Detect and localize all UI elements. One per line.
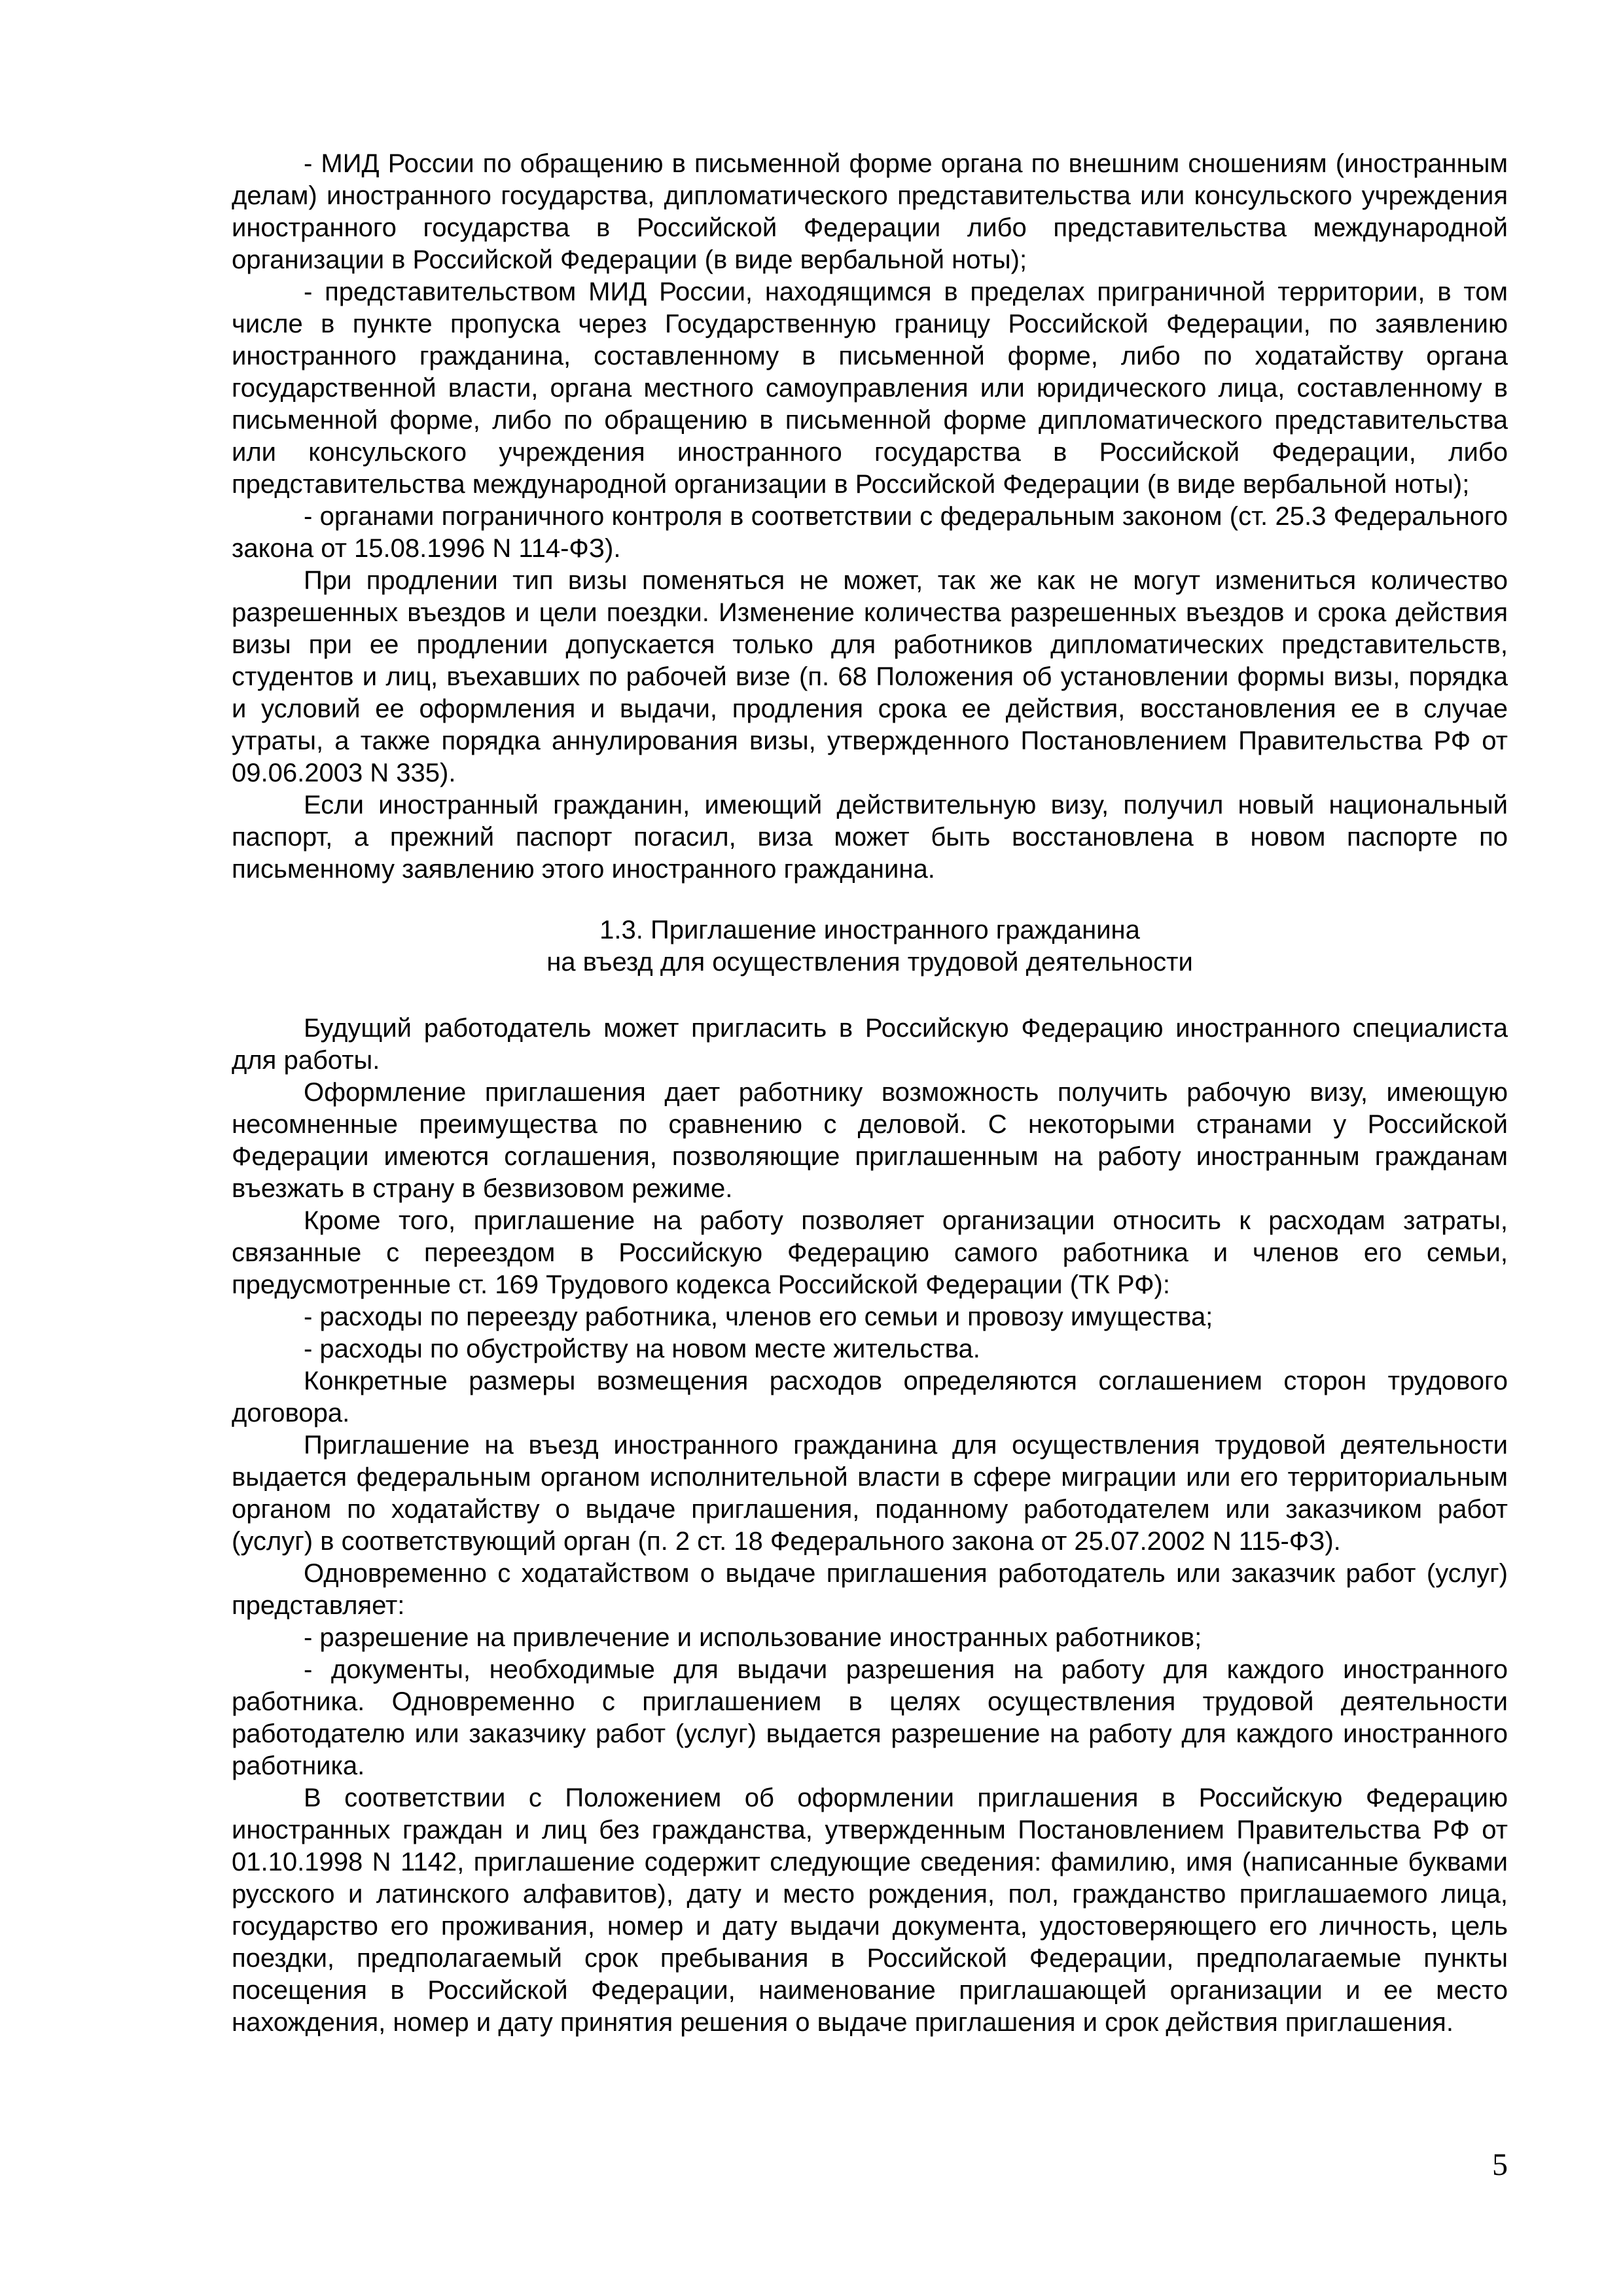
paragraph-future-employer: Будущий работодатель может пригласить в Российскую Федерацию иностранного специалиста для работы.	[232, 1014, 1508, 1075]
paragraph-invitation-issuance: Приглашение на въезд иностранного гражданина для осуществления трудовой деятельности выдается федеральным органом исполнительной власти в сфере миграции или его территориальным органом по ходатайству о выдаче приглашения, поданному работодателем или заказчиком работ (услуг) в соответствующий орган (п. 2 ст. 18 Федерального закона от 25.07.2002 N 115-ФЗ).	[232, 1431, 1508, 1556]
page-number: 5	[1492, 2147, 1508, 2182]
paragraph-invitation-benefits: Оформление приглашения дает работнику возможность получить рабочую визу, имеющую несомненные преимущества по сравнению с деловой. С некоторыми странами у Российской Федерации имеются соглашения, позволяющие приглашенным на работу иностранным гражданам въезжать в страну в безвизовом режиме.	[232, 1078, 1508, 1203]
paragraph-relocation-costs: Кроме того, приглашение на работу позволяет организации относить к расходам затраты, связанные с переездом в Российскую Федерацию самого работника и членов его семьи, предусмотренные ст. 169 Трудового кодекса Российской Федерации (ТК РФ):	[232, 1206, 1508, 1299]
paragraph-border-control: - органами пограничного контроля в соответствии с федеральным законом (ст. 25.3 Федерального закона от 15.08.1996 N 114-ФЗ).	[232, 502, 1508, 563]
document-page	[232, 148, 1508, 2039]
section-heading-line-2: на въезд для осуществления трудовой деятельности	[546, 948, 1193, 977]
paragraph-visa-extension: При продлении тип визы поменяться не может, так же как не могут измениться количество разрешенных въездов и цели поездки. Изменение количества разрешенных въездов и срока действия визы при ее продлении допускается только для работников дипломатических представительств, студентов и лиц, въехавших по рабочей визе (п. 68 Положения об установлении формы визы, порядка и условий ее оформления и выдачи, продления срока ее действия, восстановления ее в случае утраты, а также порядка аннулирования визы, утвержденного Постановлением Правительства РФ от 09.06.2003 N 335).	[232, 566, 1508, 787]
list-item-permit: - разрешение на привлечение и использование иностранных работников;	[304, 1623, 1202, 1652]
paragraph-new-passport: Если иностранный гражданин, имеющий действительную визу, получил новый национальный паспорт, а прежний паспорт погасил, виза может быть восстановлена в новом паспорте по письменному заявлению этого иностранного гражданина.	[232, 791, 1508, 884]
paragraph-compensation-amounts: Конкретные размеры возмещения расходов определяются соглашением сторон трудового договора.	[232, 1367, 1508, 1427]
paragraph-petition-documents: Одновременно с ходатайством о выдаче приглашения работодатель или заказчик работ (услуг) представляет:	[232, 1559, 1508, 1620]
section-heading-line-1: 1.3. Приглашение иностранного гражданина	[599, 916, 1140, 944]
paragraph-invitation-contents: В соответствии с Положением об оформлении приглашения в Российскую Федерацию иностранных граждан и лиц без гражданства, утвержденным Постановлением Правительства РФ от 01.10.1998 N 1142, приглашение содержит следующие сведения: фамилию, имя (написанные буквами русского и латинского алфавитов), дату и место рождения, пол, гражданство приглашаемого лица, государство его проживания, номер и дату выдачи документа, удостоверяющего его личность, цель поездки, предполагаемый срок пребывания в Российской Федерации, предполагаемые пункты посещения в Российской Федерации, наименование приглашающей организации и ее место нахождения, номер и дату принятия решения о выдаче приглашения и срок действия приглашения.	[232, 1784, 1508, 2037]
paragraph-mid-appeal: - МИД России по обращению в письменной форме органа по внешним сношениям (иностранным делам) иностранного государства, дипломатического представительства или консульского учреждения иностранного государства в Российской Федерации либо представительства международной организации в Российской Федерации (в виде вербальной ноты);	[232, 149, 1508, 274]
section-heading	[232, 914, 1508, 978]
list-item-settling-expenses: - расходы по обустройству на новом месте жительства.	[304, 1335, 980, 1363]
list-item-moving-expenses: - расходы по переезду работника, членов его семьи и провозу имущества;	[304, 1302, 1213, 1331]
list-item-work-documents: - документы, необходимые для выдачи разрешения на работу для каждого иностранного работника. Одновременно с приглашением в целях осуществления трудовой деятельности работодателю или заказчику работ (услуг) выдается разрешение на работу для каждого иностранного работника.	[232, 1655, 1508, 1780]
paragraph-mid-representation: - представительством МИД России, находящимся в пределах приграничной территории, в том числе в пункте пропуска через Государственную границу Российской Федерации, по заявлению иностранного гражданина, составленному в письменной форме, либо по ходатайству органа государственной власти, органа местного самоуправления или юридического лица, составленному в письменной форме, либо по обращению в письменной форме дипломатического представительства или консульского учреждения иностранного государства в Российской Федерации, либо представительства международной организации в Российской Федерации (в виде вербальной ноты);	[232, 278, 1508, 499]
